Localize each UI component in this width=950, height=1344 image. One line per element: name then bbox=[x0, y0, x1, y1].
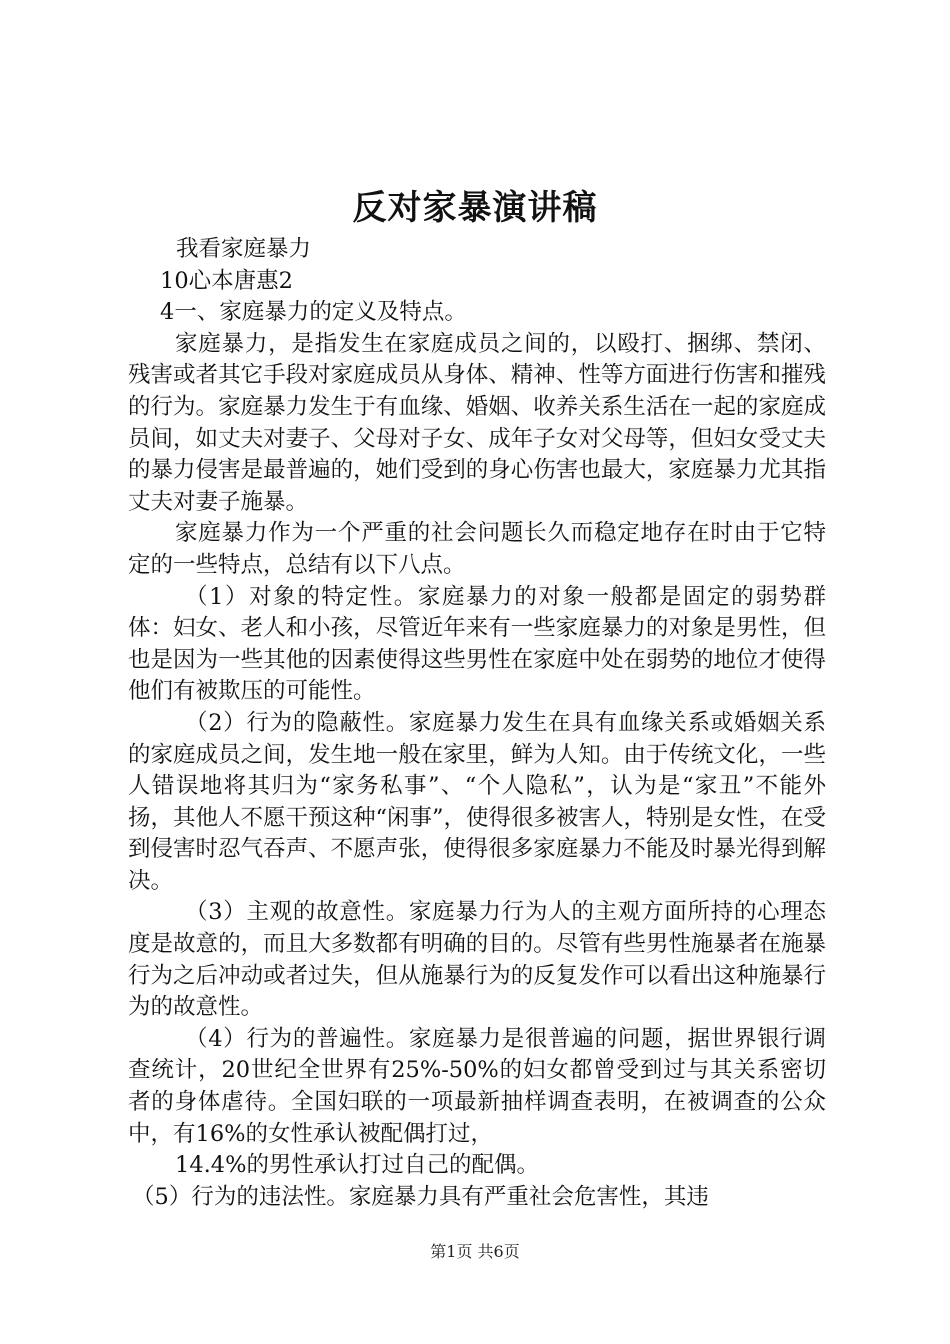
paragraph: （1）对象的特定性。家庭暴力的对象一般都是固定的弱势群体：妇女、老人和小孩，尽管近年来有一些家庭暴力的对象是男性，但也是因为一些其他的因素使得这些男性在家庭中处在弱势的地位才使得他们有被欺压的可能性。 bbox=[128, 583, 826, 705]
paragraph: 14.4%的男性承认打过自己的配偶。 bbox=[175, 1152, 539, 1179]
subtitle-line: 我看家庭暴力 bbox=[176, 236, 312, 262]
author-line: 10心本唐惠2 bbox=[160, 267, 293, 294]
page-footer: 第1页 共6页 bbox=[430, 1242, 520, 1261]
paragraph: 家庭暴力，是指发生在家庭成员之间的，以殴打、捆绑、禁闭、残害或者其它手段对家庭成员从身体、精神、性等方面进行伤害和摧残的行为。家庭暴力发生于有血缘、婚姻、收养关系生活在一起的家庭成员间，如丈夫对妻子、父母对子女、成年子女对父母等，但妇女受丈夫的暴力侵害是最普遍的，她们受到的身心伤害也最大，家庭暴力尤其指丈夫对妻子施暴。 bbox=[128, 330, 826, 515]
section-heading: 4一、家庭暴力的定义及特点。 bbox=[160, 299, 467, 326]
paragraph: 家庭暴力作为一个严重的社会问题长久而稳定地存在时由于它特定的一些特点，总结有以下八点。 bbox=[128, 520, 826, 578]
paragraph: （5）行为的违法性。家庭暴力具有严重社会危害性，其违 bbox=[132, 1183, 709, 1210]
document-title: 反对家暴演讲稿 bbox=[352, 188, 598, 228]
paragraph: （2）行为的隐蔽性。家庭暴力发生在具有血缘关系或婚姻关系的家庭成员之间，发生地一般在家里，鲜为人知。由于传统文化，一些人错误地将其归为“家务私事”、“个人隐私”，认为是“家丑”不能外扬，其他人不愿干预这种“闲事”，使得很多被害人，特别是女性，在受到侵害时忍气吞声、不愿声张，使得很多家庭暴力不能及时暴光得到解决。 bbox=[128, 709, 827, 894]
paragraph: （4）行为的普遍性。家庭暴力是很普遍的问题，据世界银行调查统计，20世纪全世界有25%-50%的妇女都曾受到过与其关系密切者的身体虐待。全国妇联的一项最新抽样调查表明，在被调查的公众中，有16%的女性承认被配偶打过， bbox=[128, 1025, 826, 1147]
document-body bbox=[128, 234, 826, 1213]
paragraph: （3）主观的故意性。家庭暴力行为人的主观方面所持的心理态度是故意的，而且大多数都有明确的目的。尽管有些男性施暴者在施暴行为之后冲动或者过失，但从施暴行为的反复发作可以看出这种施暴行为的故意性。 bbox=[128, 899, 826, 1021]
